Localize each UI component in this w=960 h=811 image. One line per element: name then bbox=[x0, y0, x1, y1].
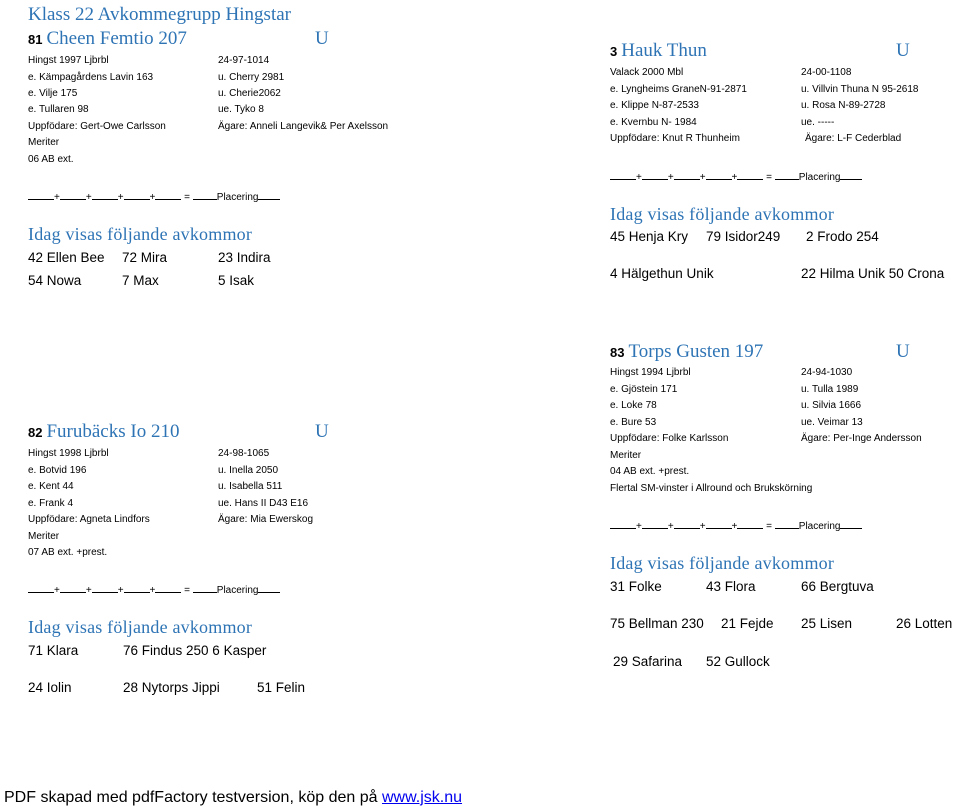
h81-offspring-0-1: 72 Mira bbox=[122, 250, 168, 265]
h82-offspring-2-0: 24 Iolin bbox=[28, 680, 72, 695]
h83-offspring-2-0: 75 Bellman 230 bbox=[610, 616, 704, 631]
h3-offspring-2-1: 22 Hilma Unik 50 Crona bbox=[801, 266, 945, 281]
h82-meriter: 07 AB ext. +prest. bbox=[28, 547, 108, 558]
h3-row-3-right: ue. ----- bbox=[801, 117, 835, 128]
h81-offspring-1-2: 5 Isak bbox=[218, 273, 255, 288]
h3-row-0-left: Valack 2000 Mbl bbox=[610, 67, 684, 78]
h81-offspring-1-1: 7 Max bbox=[122, 273, 159, 288]
h83-offspring-3-1: 52 Gullock bbox=[706, 654, 770, 669]
horse-name: Torps Gusten 197 bbox=[628, 341, 764, 362]
h3-offspring-1-0: 45 Henja Kry bbox=[610, 229, 689, 244]
h82-row-4-left: Uppfödare: Agneta Lindfors bbox=[28, 514, 150, 525]
horse-number: 82 bbox=[28, 425, 43, 440]
footer-text: PDF skapad med pdfFactory testversion, köp den på bbox=[4, 789, 378, 806]
h82-row-1-left: e. Botvid 196 bbox=[28, 465, 87, 476]
h83-row-1-right: u. Tulla 1989 bbox=[801, 384, 859, 395]
h3-row-2-left: e. Klippe N-87-2533 bbox=[610, 100, 699, 111]
h81-meriter-label: Meriter bbox=[28, 137, 60, 148]
horse-number: 81 bbox=[28, 32, 43, 47]
h83-row-1-left: e. Gjöstein 171 bbox=[610, 384, 678, 395]
horse-number: 3 bbox=[610, 44, 618, 59]
h83-placering: Placering bbox=[798, 521, 841, 532]
h81-meriter: 06 AB ext. bbox=[28, 154, 74, 165]
h83-meriter: 04 AB ext. +prest. bbox=[610, 466, 690, 477]
h3-row-0-right: 24-00-1108 bbox=[801, 67, 852, 78]
horse-3-u-mark: U bbox=[896, 40, 910, 61]
h3-offspring-1-2: 2 Frodo 254 bbox=[806, 229, 879, 244]
h81-row-3-left: e. Tullaren 98 bbox=[28, 104, 89, 115]
horse-82-heading bbox=[28, 421, 179, 443]
h81-offspring-0-2: 23 Indira bbox=[218, 250, 271, 265]
horse-82-u-mark: U bbox=[315, 421, 329, 442]
h3-offspring-2-0: 4 Hälgethun Unik bbox=[610, 266, 714, 281]
h3-row-4-right: Ägare: L-F Cederblad bbox=[805, 133, 902, 144]
h83-offspring-2-1: 21 Fejde bbox=[721, 616, 774, 631]
h81-row-3-right: ue. Tyko 8 bbox=[218, 104, 264, 115]
h83-offspring-2-2: 25 Lisen bbox=[801, 616, 853, 631]
h3-row-3-left: e. Kvernbu N- 1984 bbox=[610, 117, 697, 128]
horse-3-heading bbox=[610, 40, 707, 62]
page-title: Klass 22 Avkommegrupp Hingstar bbox=[28, 4, 291, 25]
horse-83-u-mark: U bbox=[896, 341, 910, 362]
h81-score-line: + + + + = Placering bbox=[28, 190, 280, 203]
h81-row-1-right: u. Cherry 2981 bbox=[218, 72, 285, 83]
h83-meriter-label: Meriter bbox=[610, 450, 642, 461]
horse-81-u-mark: U bbox=[315, 28, 329, 49]
h82-row-4-right: Ägare: Mia Ewerskog bbox=[218, 514, 314, 525]
h81-row-0-right: 24-97-1014 bbox=[218, 55, 270, 66]
h83-row-0-left: Hingst 1994 Ljbrbl bbox=[610, 367, 691, 378]
h81-row-2-right: u. Cherie2062 bbox=[218, 88, 281, 99]
h82-offspring-1-0: 71 Klara bbox=[28, 643, 79, 658]
h83-row-2-right: u. Silvia 1666 bbox=[801, 400, 862, 411]
h83-row-4-left: Uppfödare: Folke Karlsson bbox=[610, 433, 729, 444]
h82-row-3-left: e. Frank 4 bbox=[28, 498, 74, 509]
h81-row-1-left: e. Kämpagårdens Lavin 163 bbox=[28, 72, 154, 83]
h81-offspring-0-0: 42 Ellen Bee bbox=[28, 250, 105, 265]
h3-row-1-right: u. Villvin Thuna N 95-2618 bbox=[801, 84, 919, 95]
horse-name: Cheen Femtio 207 bbox=[46, 28, 187, 49]
h3-placering: Placering bbox=[798, 172, 841, 183]
h82-offspring-2-1: 28 Nytorps Jippi bbox=[123, 680, 220, 695]
h3-row-1-left: e. Lyngheims GraneN-91-2871 bbox=[610, 84, 747, 95]
h82-row-3-right: ue. Hans II D43 E16 bbox=[218, 498, 309, 509]
horse-81-heading bbox=[28, 28, 187, 50]
h82-row-1-right: u. Inella 2050 bbox=[218, 465, 279, 476]
h82-row-0-right: 24-98-1065 bbox=[218, 448, 270, 459]
h82-row-0-left: Hingst 1998 Ljbrbl bbox=[28, 448, 109, 459]
h83-score-line: + + + + = Placering bbox=[610, 519, 862, 532]
pdf-footer bbox=[4, 789, 462, 807]
h83-offspring-2-3: 26 Lotten bbox=[896, 616, 953, 631]
h81-row-4-left: Uppfödare: Gert-Owe Carlsson bbox=[28, 121, 166, 132]
h83-row-2-left: e. Loke 78 bbox=[610, 400, 657, 411]
h83-row-3-left: e. Bure 53 bbox=[610, 417, 657, 428]
h82-meriter-label: Meriter bbox=[28, 531, 60, 542]
h82-score-line: + + + + = Placering bbox=[28, 583, 280, 596]
h83-row-3-right: ue. Veimar 13 bbox=[801, 417, 863, 428]
h3-offspring-1-1: 79 Isidor249 bbox=[706, 229, 781, 244]
footer-link[interactable]: www.jsk.nu bbox=[381, 789, 463, 806]
h83-meriter-2: Flertal SM-vinster i Allround och Brukskörning bbox=[610, 483, 813, 494]
h83-offspring-1-2: 66 Bergtuva bbox=[801, 579, 874, 594]
horse-name: Furubäcks Io 210 bbox=[46, 421, 180, 442]
h81-row-0-left: Hingst 1997 Ljbrbl bbox=[28, 55, 109, 66]
h83-idag-heading: Idag visas följande avkommor bbox=[610, 553, 835, 573]
h83-row-0-right: 24-94-1030 bbox=[801, 367, 853, 378]
h81-row-2-left: e. Vilje 175 bbox=[28, 88, 78, 99]
h81-idag-heading: Idag visas följande avkommor bbox=[28, 224, 253, 244]
h3-row-2-right: u. Rosa N-89-2728 bbox=[801, 100, 886, 111]
h82-offspring-1-1: 76 Findus 250 6 Kasper bbox=[123, 643, 267, 658]
horse-name: Hauk Thun bbox=[621, 40, 707, 61]
h83-row-4-right: Ägare: Per-Inge Andersson bbox=[801, 433, 922, 444]
h83-offspring-3-0: 29 Safarina bbox=[613, 654, 683, 669]
h3-idag-heading: Idag visas följande avkommor bbox=[610, 204, 835, 224]
h82-idag-heading: Idag visas följande avkommor bbox=[28, 617, 253, 637]
h82-row-2-left: e. Kent 44 bbox=[28, 481, 74, 492]
h81-offspring-1-0: 54 Nowa bbox=[28, 273, 82, 288]
h82-row-2-right: u. Isabella 511 bbox=[218, 481, 283, 492]
h81-row-4-right: Ägare: Anneli Langevik& Per Axelsson bbox=[218, 121, 389, 132]
h81-placering: Placering bbox=[216, 192, 259, 203]
horse-83-heading bbox=[610, 341, 763, 363]
h3-score-line: + + + + = Placering bbox=[610, 170, 862, 183]
h3-row-4-left: Uppfödare: Knut R Thunheim bbox=[610, 133, 740, 144]
h83-offspring-1-0: 31 Folke bbox=[610, 579, 662, 594]
h82-placering: Placering bbox=[216, 585, 259, 596]
horse-number: 83 bbox=[610, 345, 625, 360]
h82-offspring-2-2: 51 Felin bbox=[257, 680, 306, 695]
h83-offspring-1-1: 43 Flora bbox=[706, 579, 756, 594]
